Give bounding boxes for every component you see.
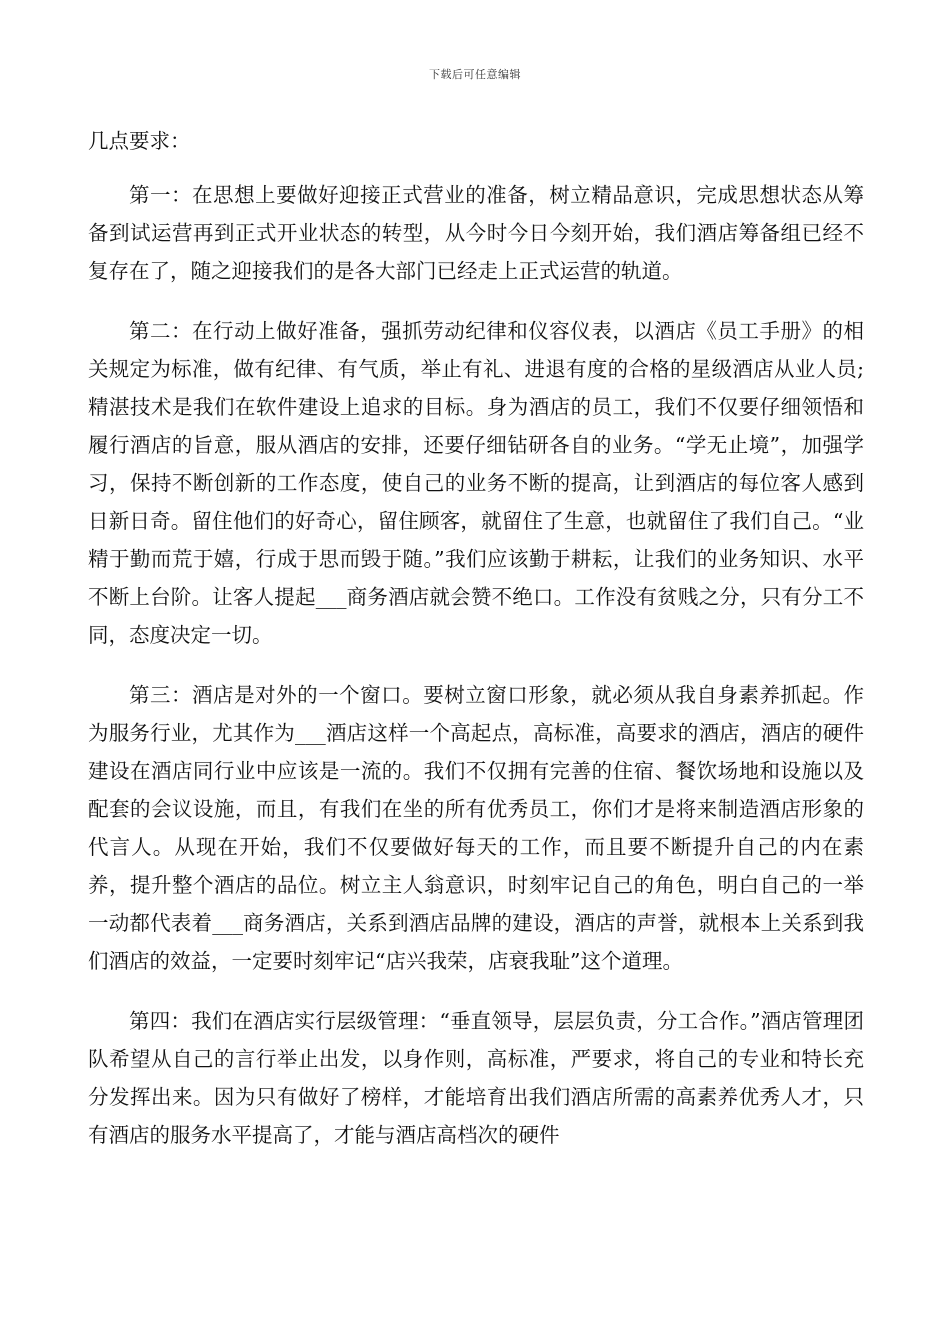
paragraph-3: 第三：酒店是对外的一个窗口。要树立窗口形象，就必须从我自身素养抓起。作为服务行业，尤其作为___酒店这样一个高起点，高标准，高要求的酒店，酒店的硬件建设在酒店同行业中应该是一流的。我们不仅拥有完善的住宿、餐饮场地和设施以及配套的会议设施，而且，有我们在坐的所有优秀员工，你们才是将来制造酒店形象的代言人。从现在开始，我们不仅要做好每天的工作，而且要不断提升自己的内在素养，提升整个酒店的品位。树立主人翁意识，时刻牢记自己的角色，明白自己的一举一动都代表着___商务酒店，关系到酒店品牌的建设，酒店的声誉，就根本上关系到我们酒店的效益，一定要时刻牢记“店兴我荣，店衰我耻”这个道理。 — [88, 683, 864, 973]
paragraph-1: 第一：在思想上要做好迎接正式营业的准备，树立精品意识，完成思想状态从筹备到试运营再到正式开业状态的转型，从今时今日今刻开始，我们酒店筹备组已经不复存在了，随之迎接我们的是各大部门已经走上正式运营的轨道。 — [88, 183, 864, 283]
paragraph-4: 第四：我们在酒店实行层级管理：“垂直领导，层层负责，分工合作。”酒店管理团队希望从自己的言行举止出发，以身作则，高标准，严要求，将自己的专业和特长充分发挥出来。因为只有做好了榜样，才能培育出我们酒店所需的高素养优秀人才，只有酒店的服务水平提高了，才能与酒店高档次的硬件 — [88, 1009, 864, 1147]
document-body — [88, 122, 864, 1176]
header-note: 下载后可任意编辑 — [429, 68, 521, 81]
paragraph-2: 第二：在行动上做好准备，强抓劳动纪律和仪容仪表，以酒店《员工手册》的相关规定为标准，做有纪律、有气质，举止有礼、进退有度的合格的星级酒店从业人员;精湛技术是我们在软件建设上追求的目标。身为酒店的员工，我们不仅要仔细领悟和履行酒店的旨意，服从酒店的安排，还要仔细钻研各自的业务。“学无止境”，加强学习，保持不断创新的工作态度，使自己的业务不断的提高，让到酒店的每位客人感到日新日奇。留住他们的好奇心，留住顾客，就留住了生意，也就留住了我们自己。“业精于勤而荒于嬉，行成于思而毁于随。”我们应该勤于耕耘，让我们的业务知识、水平不断上台阶。让客人提起___商务酒店就会赞不绝口。工作没有贫贱之分，只有分工不同，态度决定一切。 — [88, 319, 864, 647]
section-heading: 几点要求： — [88, 129, 191, 153]
